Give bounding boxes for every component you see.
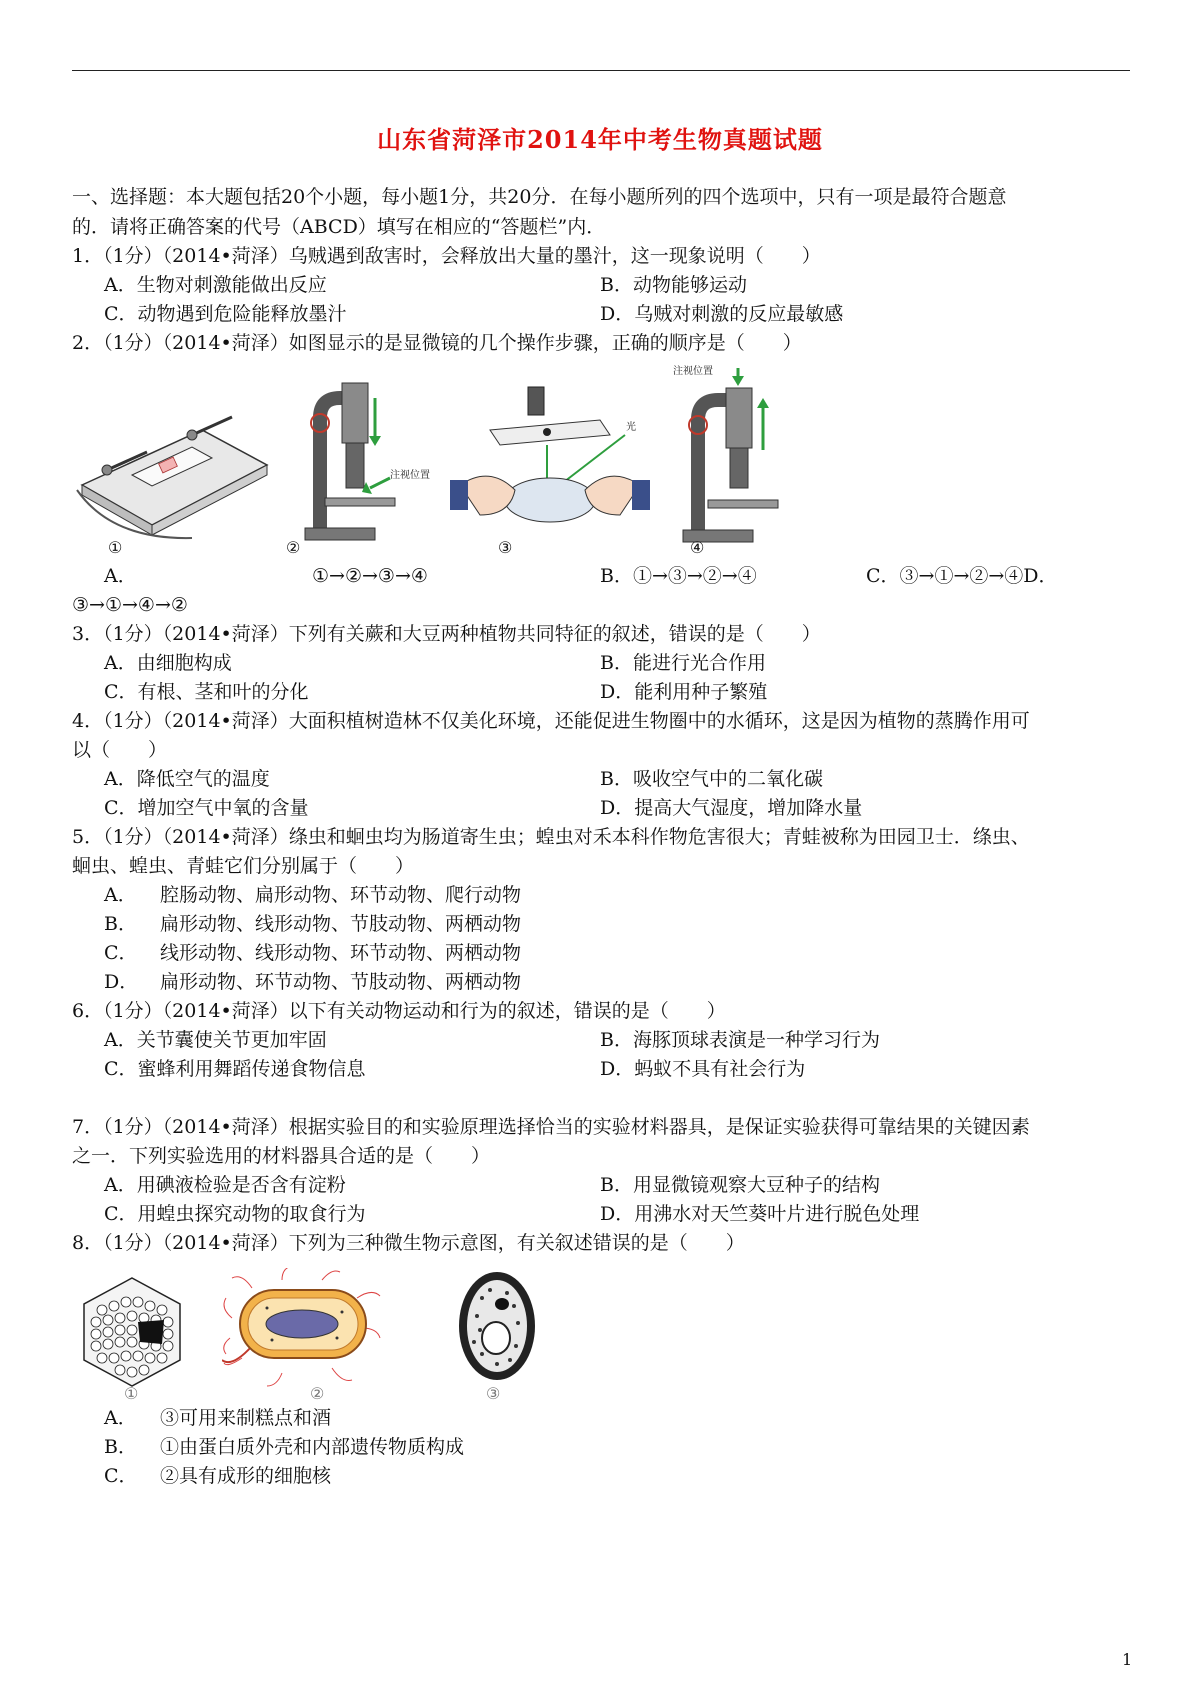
q5-option-b bbox=[104, 911, 521, 937]
q5-option-a bbox=[104, 882, 521, 908]
q4-option-d: D．提高大气湿度，增加降水量 bbox=[600, 797, 863, 819]
q7-option-a: A．用碘液检验是否含有淀粉 bbox=[104, 1174, 346, 1196]
microscope-mirror-figure bbox=[450, 385, 650, 545]
q5-stem-line2: 蛔虫、蝗虫、青蛙它们分别属于（ ） bbox=[72, 855, 415, 877]
q8-option-b bbox=[104, 1434, 464, 1460]
q7-option-c: C．用蝗虫探究动物的取食行为 bbox=[104, 1203, 366, 1225]
q5-option-c-text: 线形动物、线形动物、环节动物、两栖动物 bbox=[160, 942, 522, 964]
q6-option-c: C．蜜蜂利用舞蹈传递食物信息 bbox=[104, 1058, 366, 1080]
q4-stem-line2: 以（ ） bbox=[72, 739, 168, 761]
q1-stem: 1．（1分）（2014•菏泽）乌贼遇到敌害时，会释放出大量的墨汁，这一现象说明（ ） bbox=[72, 245, 821, 267]
q4-option-c: C．增加空气中氧的含量 bbox=[104, 797, 309, 819]
q3-option-d: D．能利用种子繁殖 bbox=[600, 681, 768, 703]
page-number: 1 bbox=[1122, 1650, 1133, 1669]
q2-fig-annot-2: 注视位置 bbox=[673, 366, 713, 377]
microscope-lowering-figure bbox=[280, 378, 440, 548]
q2-option-b: B．①→③→②→④ bbox=[600, 565, 757, 587]
q2-fig-label-1: ① bbox=[108, 538, 123, 557]
q5-option-b-text: 扁形动物、线形动物、节肢动物、两栖动物 bbox=[160, 913, 522, 935]
q8-option-c bbox=[104, 1463, 331, 1489]
q2-option-c: C．③→①→②→④D． bbox=[866, 565, 1058, 587]
q1-option-c: C．动物遇到危险能释放墨汁 bbox=[104, 303, 347, 325]
q6-stem: 6．（1分）（2014•菏泽）以下有关动物运动和行为的叙述，错误的是（ ） bbox=[72, 1000, 726, 1022]
q8-option-c-letter: C． bbox=[104, 1465, 138, 1487]
q7-stem-line1: 7．（1分）（2014•菏泽）根据实验目的和实验原理选择恰当的实验材料器具，是保证实验获得可靠结果的关键因素 bbox=[72, 1116, 1030, 1138]
q1-option-b: B．动物能够运动 bbox=[600, 274, 747, 296]
bacterium-figure bbox=[222, 1268, 382, 1388]
q2-fig-label-2: ② bbox=[286, 538, 301, 557]
q5-option-b-letter: B． bbox=[104, 913, 137, 935]
q5-option-a-letter: A． bbox=[104, 884, 137, 906]
virus-figure bbox=[72, 1272, 192, 1392]
q5-option-c bbox=[104, 940, 521, 966]
q5-option-d bbox=[104, 969, 521, 995]
q4-option-b: B．吸收空气中的二氧化碳 bbox=[600, 768, 823, 790]
q5-option-a-text: 腔肠动物、扁形动物、环节动物、爬行动物 bbox=[160, 884, 522, 906]
q2-option-d: ③→①→④→② bbox=[72, 594, 188, 616]
q2-option-a-letter: A． bbox=[104, 565, 137, 587]
q6-option-d: D．蚂蚁不具有社会行为 bbox=[600, 1058, 806, 1080]
q7-option-d: D．用沸水对天竺葵叶片进行脱色处理 bbox=[600, 1203, 920, 1225]
q8-fig-label-3: ③ bbox=[486, 1384, 501, 1403]
q8-option-b-text: ①由蛋白质外壳和内部遗传物质构成 bbox=[160, 1436, 465, 1458]
q8-option-b-letter: B． bbox=[104, 1436, 137, 1458]
section-intro-line1: 一、选择题：本大题包括20个小题，每小题1分，共20分．在每小题所列的四个选项中，只有一项是最符合题意 bbox=[72, 186, 1007, 208]
microscope-raising-figure bbox=[668, 360, 828, 550]
q8-option-c-text: ②具有成形的细胞核 bbox=[160, 1465, 332, 1487]
q8-fig-label-1: ① bbox=[124, 1384, 139, 1403]
microscope-stage-figure bbox=[72, 390, 272, 540]
q5-option-d-letter: D． bbox=[104, 971, 139, 993]
yeast-figure bbox=[452, 1268, 542, 1388]
q5-option-c-letter: C． bbox=[104, 942, 138, 964]
q4-option-a: A．降低空气的温度 bbox=[104, 768, 270, 790]
q3-option-c: C．有根、茎和叶的分化 bbox=[104, 681, 309, 703]
q6-option-b: B．海豚顶球表演是一种学习行为 bbox=[600, 1029, 880, 1051]
q2-fig-label-3: ③ bbox=[498, 538, 513, 557]
q6-option-a: A．关节囊使关节更加牢固 bbox=[104, 1029, 327, 1051]
page-title: 山东省菏泽市2014年中考生物真题试题 bbox=[377, 125, 823, 154]
q2-fig-annot-1: 注视位置 bbox=[390, 470, 430, 481]
q8-option-a-letter: A． bbox=[104, 1407, 137, 1429]
q1-option-d: D．乌贼对刺激的反应最敏感 bbox=[600, 303, 844, 325]
q2-fig-annot-3: 光 bbox=[626, 422, 636, 433]
q8-stem: 8．（1分）（2014•菏泽）下列为三种微生物示意图，有关叙述错误的是（ ） bbox=[72, 1232, 745, 1254]
q4-stem-line1: 4．（1分）（2014•菏泽）大面积植树造林不仅美化环境，还能促进生物圈中的水循环，这是因为植物的蒸腾作用可 bbox=[72, 710, 1030, 732]
q5-option-d-text: 扁形动物、环节动物、节肢动物、两栖动物 bbox=[160, 971, 522, 993]
q8-option-a bbox=[104, 1405, 331, 1431]
q8-fig-label-2: ② bbox=[310, 1384, 325, 1403]
q1-option-a: A．生物对刺激能做出反应 bbox=[104, 274, 327, 296]
section-intro-line2: 的．请将正确答案的代号（ABCD）填写在相应的“答题栏”内． bbox=[72, 216, 606, 238]
q7-stem-line2: 之一．下列实验选用的材料器具合适的是（ ） bbox=[72, 1145, 491, 1167]
header-rule bbox=[72, 70, 1130, 71]
q3-stem: 3．（1分）（2014•菏泽）下列有关蕨和大豆两种植物共同特征的叙述，错误的是（ ） bbox=[72, 623, 821, 645]
q2-stem: 2．（1分）（2014•菏泽）如图显示的是显微镜的几个操作步骤，正确的顺序是（ ） bbox=[72, 332, 802, 354]
q2-fig-label-4: ④ bbox=[690, 538, 705, 557]
q8-option-a-text: ③可用来制糕点和酒 bbox=[160, 1407, 332, 1429]
q7-option-b: B．用显微镜观察大豆种子的结构 bbox=[600, 1174, 880, 1196]
q3-option-a: A．由细胞构成 bbox=[104, 652, 232, 674]
q5-stem-line1: 5．（1分）（2014•菏泽）绦虫和蛔虫均为肠道寄生虫；蝗虫对禾本科作物危害很大；青蛙被称为田园卫士．绦虫、 bbox=[72, 826, 1030, 848]
q3-option-b: B．能进行光合作用 bbox=[600, 652, 766, 674]
q2-option-a: ①→②→③→④ bbox=[312, 565, 428, 587]
